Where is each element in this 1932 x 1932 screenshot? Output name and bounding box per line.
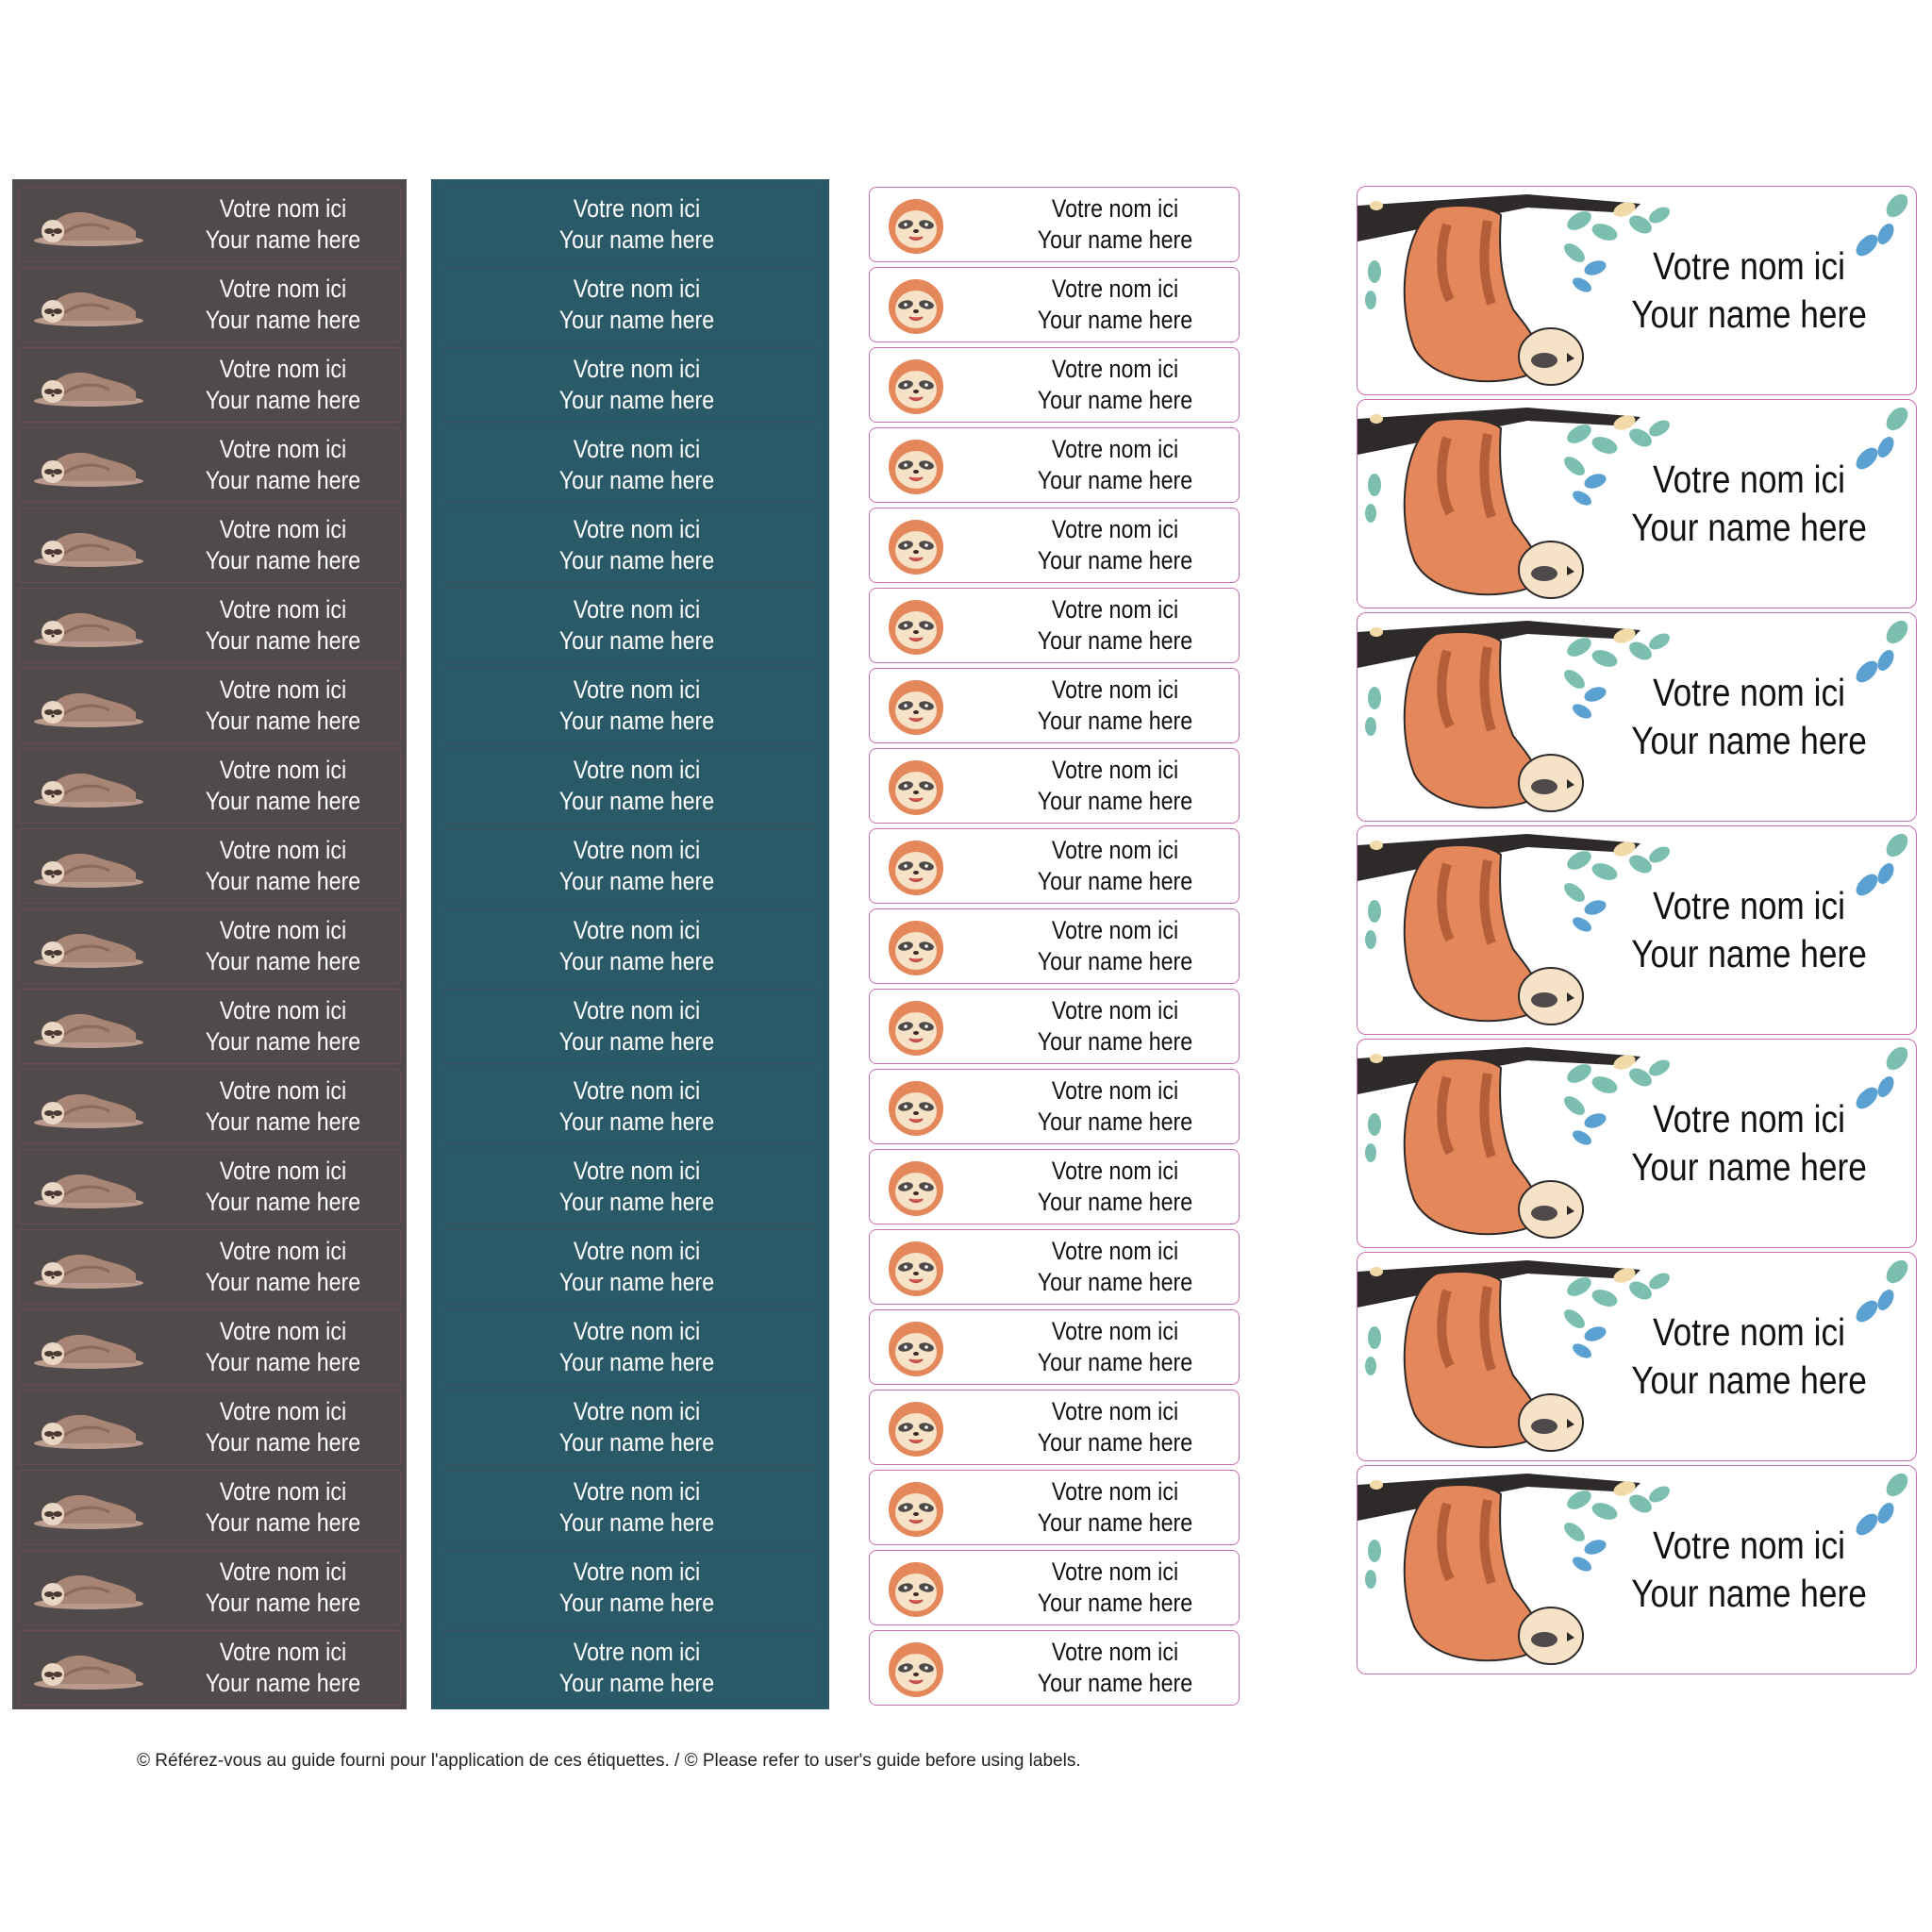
label-name-fr: Votre nom ici [573,435,701,464]
label-name-fr: Votre nom ici [1051,435,1179,464]
name-label-teal [442,588,820,663]
label-text [533,434,741,496]
label-name-en: Your name here [1037,1348,1193,1376]
label-name-en: Your name here [1037,1589,1193,1617]
name-label-teal [442,1390,820,1465]
name-label-teal [442,187,820,262]
label-name-fr: Votre nom ici [219,1638,347,1667]
label-name-en: Your name here [205,1508,361,1537]
name-label-dark [18,748,401,824]
label-name-fr: Votre nom ici [573,996,701,1025]
sleeping-sloth-icon [30,1083,153,1132]
label-name-en: Your name here [558,707,715,735]
sleeping-sloth-icon [30,602,153,651]
name-label-white [869,267,1240,342]
label-name-fr: Votre nom ici [219,1317,347,1346]
label-text [179,594,387,657]
label-name-en: Your name here [1037,1188,1193,1216]
label-name-en: Your name here [558,1428,715,1457]
name-label-teal [442,1630,820,1706]
name-label-teal [442,828,820,904]
name-label-teal [442,668,820,743]
label-text [1011,354,1219,416]
label-name-en: Your name here [205,1188,361,1216]
label-name-en: Your name here [205,225,361,254]
name-label-dark [18,1470,401,1545]
label-name-fr: Votre nom ici [573,1157,701,1186]
label-name-en: Your name here [1037,466,1193,494]
label-name-fr: Votre nom ici [1653,1523,1845,1567]
label-text [533,1557,741,1619]
label-name-en: Your name here [558,1108,715,1136]
label-sheet-dark [12,179,407,1709]
name-label-teal [442,427,820,503]
label-text [533,594,741,657]
name-label-white [869,588,1240,663]
label-name-en: Your name here [205,707,361,735]
label-name-fr: Votre nom ici [1051,1076,1179,1106]
sleeping-sloth-icon [30,1243,153,1292]
label-text [533,514,741,576]
label-text [533,1156,741,1218]
label-name-fr: Votre nom ici [219,1477,347,1507]
label-name-en: Your name here [1037,1508,1193,1537]
sleeping-sloth-icon [30,1564,153,1613]
label-name-en: Your name here [558,1348,715,1376]
label-name-fr: Votre nom ici [219,756,347,785]
label-name-en: Your name here [558,787,715,815]
label-name-en: Your name here [558,546,715,575]
label-name-fr: Votre nom ici [1051,1317,1179,1346]
label-text [1607,456,1890,553]
name-label-teal [442,1470,820,1545]
label-name-fr: Votre nom ici [219,675,347,705]
label-name-en: Your name here [1037,787,1193,815]
label-name-en: Your name here [558,225,715,254]
label-name-en: Your name here [205,1108,361,1136]
label-text [1011,1316,1219,1378]
sloth-face-icon [887,1480,945,1539]
label-name-en: Your name here [1037,306,1193,334]
label-name-en: Your name here [1037,1669,1193,1697]
sloth-face-icon [887,1320,945,1378]
sloth-face-icon [887,1560,945,1619]
label-name-en: Your name here [1631,1358,1867,1402]
label-name-fr: Votre nom ici [1051,1157,1179,1186]
label-name-fr: Votre nom ici [573,675,701,705]
label-name-en: Your name here [205,546,361,575]
label-text [179,995,387,1058]
sleeping-sloth-icon [30,1404,153,1453]
name-label-white [869,187,1240,262]
name-label-white [869,908,1240,984]
name-label-white [869,1550,1240,1625]
label-text [1607,1308,1890,1406]
name-label-teal [442,748,820,824]
label-name-en: Your name here [205,867,361,895]
label-text [1011,675,1219,737]
label-name-fr: Votre nom ici [1653,670,1845,714]
label-name-fr: Votre nom ici [573,595,701,625]
name-label-dark [18,668,401,743]
label-name-en: Your name here [1037,546,1193,575]
sloth-face-icon [887,839,945,897]
sloth-face-icon [887,999,945,1058]
label-name-en: Your name here [205,1027,361,1056]
label-text [533,835,741,897]
label-name-en: Your name here [1037,867,1193,895]
name-label-teal [442,347,820,423]
label-text [179,915,387,977]
label-name-fr: Votre nom ici [219,435,347,464]
label-text [533,755,741,817]
label-name-fr: Votre nom ici [1051,756,1179,785]
sleeping-sloth-icon [30,1324,153,1373]
label-name-fr: Votre nom ici [573,194,701,224]
label-name-en: Your name here [558,386,715,414]
label-name-en: Your name here [205,947,361,975]
label-name-fr: Votre nom ici [573,1638,701,1667]
label-text [1011,995,1219,1058]
label-text [1011,274,1219,336]
label-name-fr: Votre nom ici [219,916,347,945]
label-text [533,1236,741,1298]
label-text [1011,1637,1219,1699]
name-label-large [1357,1039,1917,1248]
label-name-fr: Votre nom ici [573,756,701,785]
label-name-fr: Votre nom ici [573,515,701,544]
label-name-en: Your name here [1631,1145,1867,1189]
label-text [1011,835,1219,897]
sleeping-sloth-icon [30,682,153,731]
label-name-fr: Votre nom ici [219,355,347,384]
sleeping-sloth-icon [30,1003,153,1052]
label-name-fr: Votre nom ici [1051,1397,1179,1426]
label-name-fr: Votre nom ici [1051,275,1179,304]
label-name-en: Your name here [1037,1027,1193,1056]
label-sheet-white [868,179,1241,1709]
label-name-fr: Votre nom ici [219,515,347,544]
label-name-fr: Votre nom ici [1051,194,1179,224]
name-label-dark [18,347,401,423]
label-text [533,675,741,737]
label-name-fr: Votre nom ici [573,1557,701,1587]
sleeping-sloth-icon [30,842,153,891]
footer-note: © Référez-vous au guide fourni pour l'application de ces étiquettes. / © Please refer to user's guide before using labels. [137,1751,1081,1771]
label-name-en: Your name here [1037,225,1193,254]
sleeping-sloth-icon [30,201,153,250]
name-label-white [869,427,1240,503]
label-name-fr: Votre nom ici [219,595,347,625]
name-label-white [869,1309,1240,1385]
label-text [1607,669,1890,766]
label-text [179,1075,387,1138]
name-label-teal [442,1149,820,1224]
label-name-en: Your name here [1037,626,1193,655]
label-name-en: Your name here [205,787,361,815]
label-text [1011,514,1219,576]
name-label-white [869,748,1240,824]
sleeping-sloth-icon [30,762,153,811]
label-text [1011,755,1219,817]
label-text [1011,1156,1219,1218]
label-name-fr: Votre nom ici [573,1076,701,1106]
label-name-fr: Votre nom ici [573,916,701,945]
label-text [533,1476,741,1539]
name-label-white [869,1069,1240,1144]
label-name-fr: Votre nom ici [1051,916,1179,945]
label-name-en: Your name here [1037,1108,1193,1136]
label-text [1011,1557,1219,1619]
label-name-fr: Votre nom ici [573,1477,701,1507]
name-label-dark [18,908,401,984]
label-name-fr: Votre nom ici [1051,1477,1179,1507]
label-text [179,1156,387,1218]
sleeping-sloth-icon [30,361,153,410]
label-name-en: Your name here [1037,947,1193,975]
label-text [533,1316,741,1378]
name-label-white [869,989,1240,1064]
name-label-large [1357,1465,1917,1674]
label-name-fr: Votre nom ici [573,355,701,384]
sloth-face-icon [887,197,945,256]
label-name-en: Your name here [205,466,361,494]
name-label-white [869,1470,1240,1545]
name-label-dark [18,1069,401,1144]
name-label-white [869,1149,1240,1224]
label-name-fr: Votre nom ici [573,1317,701,1346]
name-label-teal [442,989,820,1064]
name-label-white [869,508,1240,583]
label-name-en: Your name here [205,386,361,414]
sloth-face-icon [887,919,945,977]
label-name-en: Your name here [205,1428,361,1457]
label-name-en: Your name here [1631,292,1867,336]
name-label-white [869,1390,1240,1465]
name-label-white [869,668,1240,743]
name-label-teal [442,267,820,342]
name-label-white [869,1630,1240,1706]
label-name-fr: Votre nom ici [1051,675,1179,705]
sloth-face-icon [887,358,945,416]
label-name-fr: Votre nom ici [219,1157,347,1186]
label-name-fr: Votre nom ici [573,1237,701,1266]
name-label-dark [18,989,401,1064]
label-text [179,274,387,336]
label-name-fr: Votre nom ici [1051,836,1179,865]
sleeping-sloth-icon [30,522,153,571]
sleeping-sloth-icon [30,1484,153,1533]
sloth-face-icon [887,598,945,657]
label-text [533,274,741,336]
sloth-face-icon [887,277,945,336]
label-text [179,1236,387,1298]
label-name-en: Your name here [558,947,715,975]
label-text [1607,242,1890,340]
name-label-teal [442,1309,820,1385]
label-name-en: Your name here [1631,932,1867,975]
label-name-fr: Votre nom ici [573,275,701,304]
label-name-en: Your name here [1037,707,1193,735]
label-text [179,755,387,817]
label-name-en: Your name here [1631,1572,1867,1615]
label-name-en: Your name here [558,466,715,494]
label-text [533,995,741,1058]
name-label-dark [18,427,401,503]
name-label-teal [442,508,820,583]
label-name-fr: Votre nom ici [573,836,701,865]
label-text [533,193,741,256]
label-text [179,675,387,737]
label-text [179,1557,387,1619]
label-name-fr: Votre nom ici [1653,1309,1845,1354]
label-name-en: Your name here [1037,386,1193,414]
name-label-teal [442,908,820,984]
sloth-face-icon [887,1079,945,1138]
label-name-en: Your name here [1631,506,1867,549]
name-label-dark [18,828,401,904]
name-label-dark [18,1149,401,1224]
sloth-face-icon [887,1159,945,1218]
label-text [1011,1396,1219,1458]
name-label-white [869,828,1240,904]
sloth-face-icon [887,518,945,576]
label-name-fr: Votre nom ici [219,996,347,1025]
name-label-large [1357,612,1917,822]
label-text [1607,882,1890,979]
label-name-fr: Votre nom ici [573,1397,701,1426]
label-name-en: Your name here [1631,719,1867,762]
label-text [1011,193,1219,256]
name-label-large [1357,399,1917,608]
label-name-fr: Votre nom ici [219,1397,347,1426]
label-name-en: Your name here [205,1348,361,1376]
sleeping-sloth-icon [30,441,153,491]
label-text [533,354,741,416]
name-label-dark [18,1550,401,1625]
label-text [533,1637,741,1699]
label-text [1607,1095,1890,1192]
label-name-fr: Votre nom ici [219,194,347,224]
name-label-teal [442,1069,820,1144]
label-name-fr: Votre nom ici [219,836,347,865]
name-label-large [1357,825,1917,1035]
label-text [1011,1075,1219,1138]
label-name-fr: Votre nom ici [1051,355,1179,384]
label-text [1607,1522,1890,1619]
label-text [179,514,387,576]
label-text [179,1396,387,1458]
label-name-fr: Votre nom ici [219,275,347,304]
label-name-fr: Votre nom ici [1051,996,1179,1025]
name-label-dark [18,1309,401,1385]
label-text [179,1316,387,1378]
label-name-fr: Votre nom ici [1653,457,1845,501]
label-text [179,835,387,897]
label-name-en: Your name here [205,1669,361,1697]
sleeping-sloth-icon [30,281,153,330]
label-name-en: Your name here [558,1508,715,1537]
name-label-dark [18,267,401,342]
sloth-face-icon [887,1400,945,1458]
label-name-en: Your name here [1037,1268,1193,1296]
label-text [1011,594,1219,657]
label-text [1011,1476,1219,1539]
label-name-en: Your name here [205,1589,361,1617]
label-name-en: Your name here [558,1268,715,1296]
name-label-teal [442,1550,820,1625]
name-label-dark [18,1229,401,1305]
label-sheet-large [1357,186,1917,1682]
label-text [533,1396,741,1458]
label-name-fr: Votre nom ici [219,1557,347,1587]
sloth-face-icon [887,438,945,496]
sleeping-sloth-icon [30,1644,153,1693]
label-sheet-teal [431,179,829,1709]
sleeping-sloth-icon [30,1163,153,1212]
name-label-dark [18,1390,401,1465]
name-label-dark [18,187,401,262]
sloth-face-icon [887,678,945,737]
label-name-en: Your name here [558,306,715,334]
label-name-en: Your name here [205,1268,361,1296]
label-name-fr: Votre nom ici [1051,515,1179,544]
sloth-face-icon [887,758,945,817]
label-name-fr: Votre nom ici [1653,243,1845,288]
label-text [1011,915,1219,977]
label-text [1011,434,1219,496]
label-name-fr: Votre nom ici [1051,1237,1179,1266]
label-text [179,1476,387,1539]
label-name-fr: Votre nom ici [1051,1638,1179,1667]
name-label-white [869,347,1240,423]
label-name-fr: Votre nom ici [1653,883,1845,927]
name-label-dark [18,508,401,583]
label-name-en: Your name here [558,1669,715,1697]
label-name-en: Your name here [558,626,715,655]
name-label-teal [442,1229,820,1305]
name-label-white [869,1229,1240,1305]
label-text [1011,1236,1219,1298]
name-label-dark [18,1630,401,1706]
name-label-dark [18,588,401,663]
label-name-en: Your name here [205,626,361,655]
label-text [179,1637,387,1699]
label-name-en: Your name here [1037,1428,1193,1457]
label-text [533,1075,741,1138]
label-text [179,193,387,256]
label-name-en: Your name here [558,1589,715,1617]
name-label-large [1357,1252,1917,1461]
label-text [179,354,387,416]
label-name-fr: Votre nom ici [1051,595,1179,625]
sloth-face-icon [887,1240,945,1298]
label-name-en: Your name here [558,1188,715,1216]
label-name-en: Your name here [558,867,715,895]
label-name-fr: Votre nom ici [219,1076,347,1106]
label-name-fr: Votre nom ici [1051,1557,1179,1587]
sloth-face-icon [887,1641,945,1699]
label-text [179,434,387,496]
label-name-en: Your name here [558,1027,715,1056]
name-label-large [1357,186,1917,395]
label-name-en: Your name here [205,306,361,334]
label-name-fr: Votre nom ici [219,1237,347,1266]
label-name-fr: Votre nom ici [1653,1096,1845,1141]
label-text [533,915,741,977]
sleeping-sloth-icon [30,923,153,972]
